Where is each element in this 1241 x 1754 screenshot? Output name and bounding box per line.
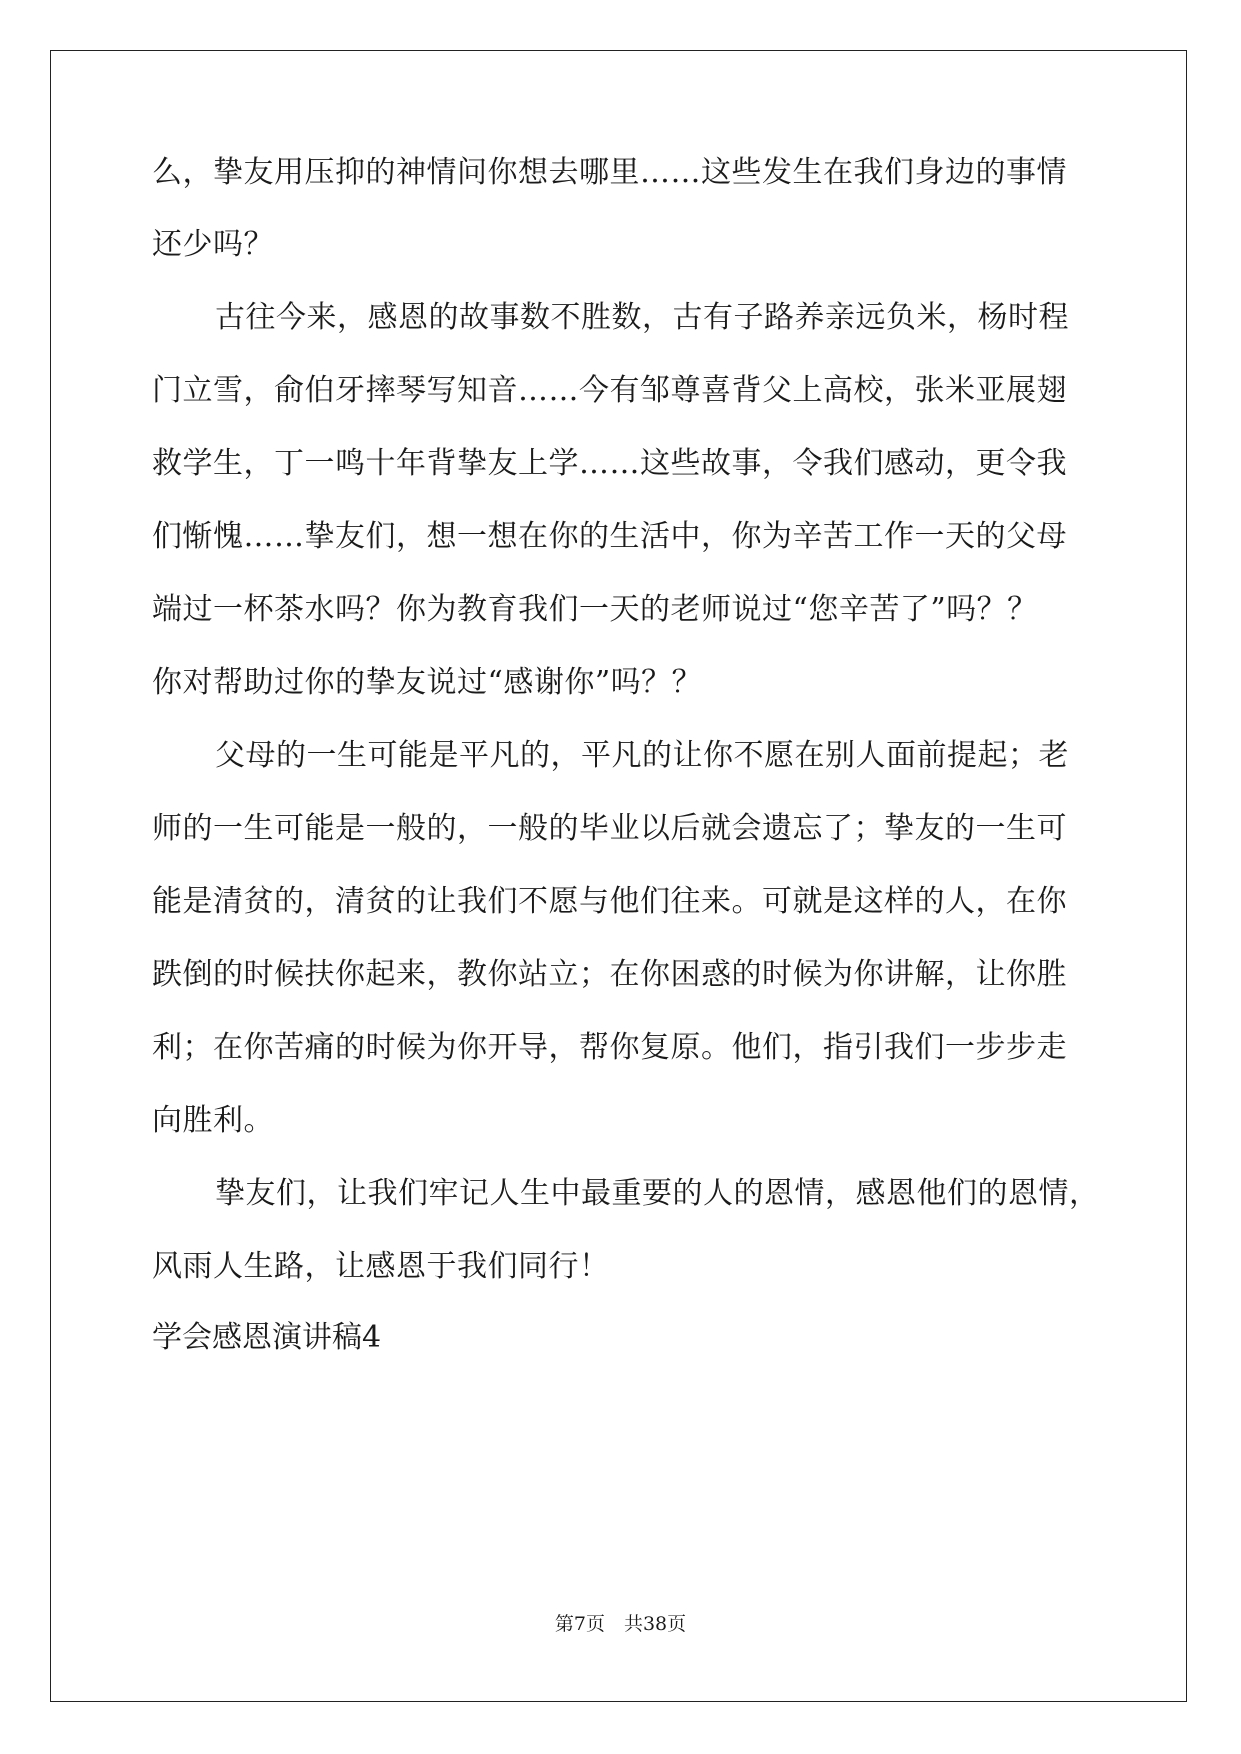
- paragraph-line: 端过一杯茶水吗？你为教育我们一天的老师说过“您辛苦了”吗？？: [152, 592, 1038, 627]
- paragraph-line: 挚友们，让我们牢记人生中最重要的人的恩情，感恩他们的恩情，: [215, 1176, 1100, 1211]
- paragraph-line: 风雨人生路，让感恩于我们同行！: [152, 1249, 610, 1284]
- paragraph-line: 救学生，丁一鸣十年背挚友上学……这些故事，令我们感动，更令我: [152, 446, 1067, 481]
- paragraph-line: 利；在你苦痛的时候为你开导，帮你复原。他们，指引我们一步步走: [152, 1030, 1067, 1065]
- paragraph-line: 父母的一生可能是平凡的，平凡的让你不愿在别人面前提起；老: [215, 738, 1069, 773]
- paragraph-line: 跌倒的时候扶你起来，教你站立；在你困惑的时候为你讲解，让你胜: [152, 957, 1067, 992]
- paragraph-line: 古往今来，感恩的故事数不胜数，古有子路养亲远负米，杨时程: [215, 300, 1069, 335]
- paragraph-line: 能是清贫的，清贫的让我们不愿与他们往来。可就是这样的人，在你: [152, 884, 1067, 919]
- paragraph-line: 你对帮助过你的挚友说过“感谢你”吗？？: [152, 665, 703, 700]
- section-heading: 学会感恩演讲稿4: [152, 1320, 382, 1355]
- paragraph-line: 还少吗？: [152, 227, 274, 262]
- paragraph-line: 们惭愧……挚友们，想一想在你的生活中，你为辛苦工作一天的父母: [152, 519, 1067, 554]
- paragraph-line: 向胜利。: [152, 1103, 274, 1138]
- page-footer: [0, 1612, 1241, 1636]
- paragraph-line: 么，挚友用压抑的神情问你想去哪里……这些发生在我们身边的事情: [152, 155, 1067, 190]
- page-number: 第7页 共38页: [554, 1613, 687, 1635]
- paragraph-line: 门立雪，俞伯牙摔琴写知音……今有邹尊喜背父上高校，张米亚展翅: [152, 373, 1067, 408]
- paragraph-line: 师的一生可能是一般的，一般的毕业以后就会遗忘了；挚友的一生可: [152, 811, 1067, 846]
